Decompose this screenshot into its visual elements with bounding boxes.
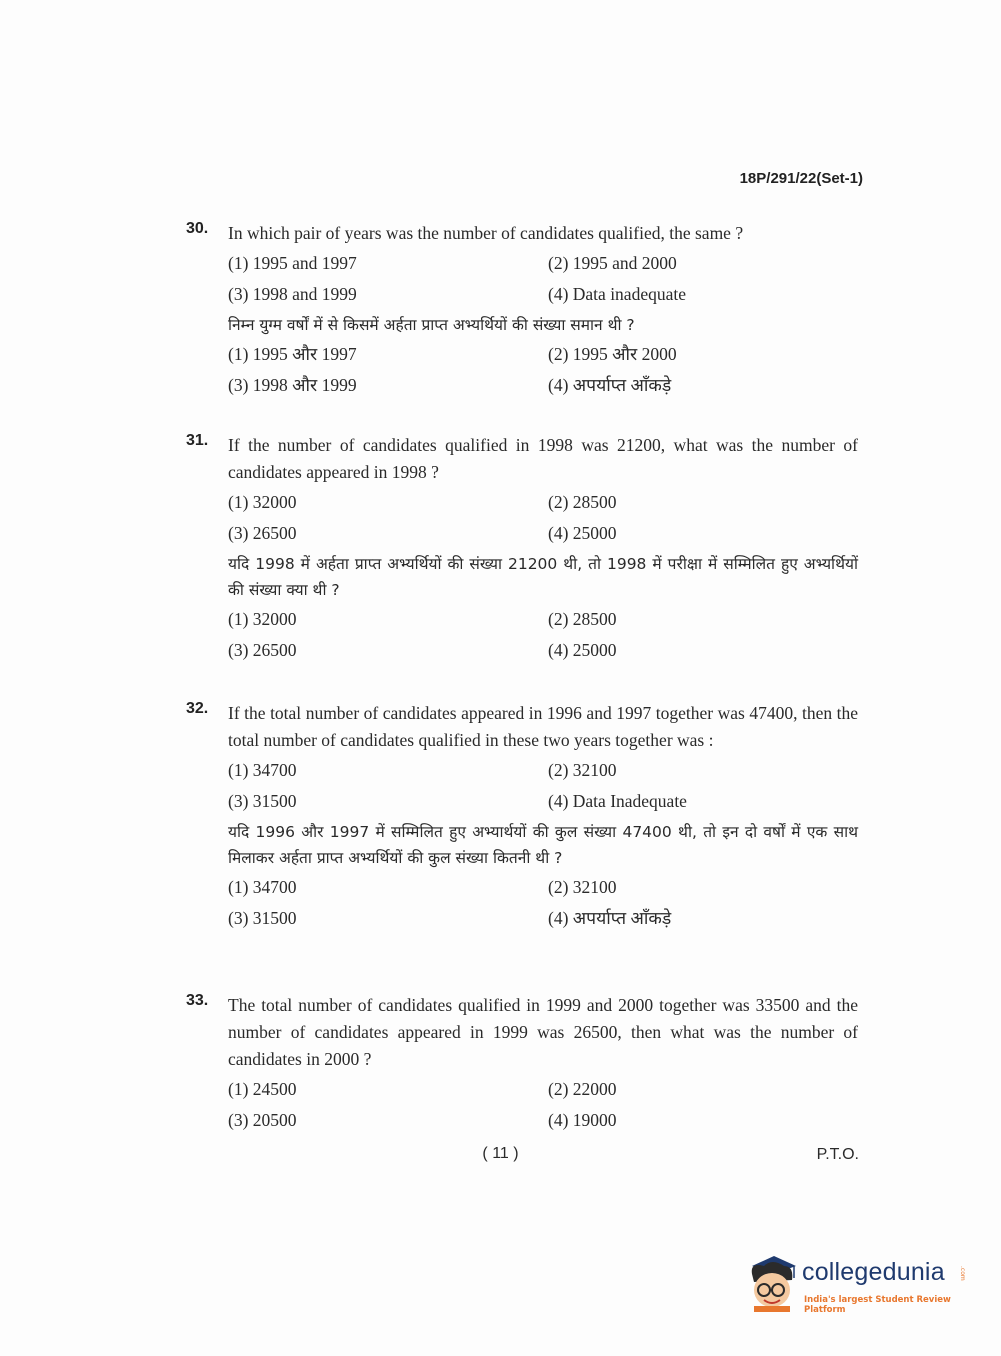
option: (1) 24500 (228, 1079, 297, 1099)
option: (3) 20500 (228, 1110, 297, 1130)
brand-name: collegedunia (802, 1258, 945, 1286)
brand-tagline: India's largest Student Review Platform (804, 1295, 951, 1315)
question-number: 33. (186, 992, 209, 1009)
option: (1) 32000 (228, 609, 297, 629)
option: (2) 1995 और 2000 (548, 344, 677, 364)
option: (3) 26500 (228, 523, 297, 543)
question-number: 32. (186, 700, 209, 717)
option: (1) 1995 and 1997 (228, 253, 357, 273)
option: (2) 32100 (548, 760, 617, 780)
paper-code: 18P/291/22(Set-1) (739, 170, 863, 187)
question-text-en: If the number of candidates qualified in 1998 was 21200, what was the number of candidates appeared in 1998 ? (228, 435, 858, 482)
option: (4) 25000 (548, 640, 617, 660)
option: (4) 25000 (548, 523, 617, 543)
question-31 (186, 432, 858, 662)
option: (1) 32000 (228, 492, 297, 512)
question-text-en: In which pair of years was the number of candidates qualified, the same ? (228, 223, 744, 243)
question-text-hi: यदि 1996 और 1997 में सम्मिलित हुए अभ्यार्थयों की कुल संख्या 47400 थी, तो इन दो वर्षों में एक साथ मिलाकर अर्हता प्राप्त अभ्यर्थियों की कुल संख्या कितनी थी ? (228, 823, 858, 867)
pto-label: P.T.O. (816, 1146, 859, 1163)
question-33 (186, 992, 858, 1132)
option: (3) 26500 (228, 640, 297, 660)
option: (3) 31500 (228, 908, 297, 928)
option: (3) 31500 (228, 791, 297, 811)
question-number: 30. (186, 220, 209, 237)
option: (2) 1995 and 2000 (548, 253, 677, 273)
option: (3) 1998 और 1999 (228, 375, 357, 395)
options-hi (228, 607, 858, 662)
options-hi (228, 875, 858, 930)
question-text-en: If the total number of candidates appeared in 1996 and 1997 together was 47400, then the total number of candidates qualified in these two years together was : (228, 703, 858, 750)
option: (1) 34700 (228, 877, 297, 897)
page-number: ( 11 ) (482, 1145, 519, 1162)
question-text-hi: यदि 1998 में अर्हता प्राप्त अभ्यर्थियों की संख्या 21200 थी, तो 1998 में परीक्षा में सम्मिलित हुए अभ्यर्थियों की संख्या क्या थी ? (228, 555, 858, 599)
option: (4) अपर्याप्त आँकड़े (548, 375, 672, 395)
option: (1) 34700 (228, 760, 297, 780)
options-en (228, 1077, 858, 1132)
option: (2) 28500 (548, 492, 617, 512)
options-hi (228, 342, 858, 397)
option: (4) Data Inadequate (548, 791, 687, 811)
question-text-hi: निम्न युग्म वर्षों में से किसमें अर्हता प्राप्त अभ्यर्थियों की संख्या समान थी ? (228, 316, 635, 334)
options-en (228, 490, 858, 545)
option: (4) अपर्याप्त आँकड़े (548, 908, 672, 928)
option: (2) 32100 (548, 877, 617, 897)
brand-dotcom: .com (959, 1266, 966, 1281)
option: (4) 19000 (548, 1110, 617, 1130)
collegedunia-logo (744, 1252, 974, 1314)
option: (1) 1995 और 1997 (228, 344, 357, 364)
option: (3) 1998 and 1999 (228, 284, 357, 304)
option: (2) 28500 (548, 609, 617, 629)
mascot-icon (744, 1252, 800, 1312)
options-en (228, 758, 858, 813)
question-number: 31. (186, 432, 209, 449)
options-en (228, 251, 858, 306)
question-text-en: The total number of candidates qualified in 1999 and 2000 together was 33500 and the number of candidates appeared in 1999 was 26500, then what was the number of candidates in 2000 ? (228, 995, 858, 1069)
option: (4) Data inadequate (548, 284, 686, 304)
question-30 (186, 220, 858, 397)
question-32 (186, 700, 858, 930)
option: (2) 22000 (548, 1079, 617, 1099)
